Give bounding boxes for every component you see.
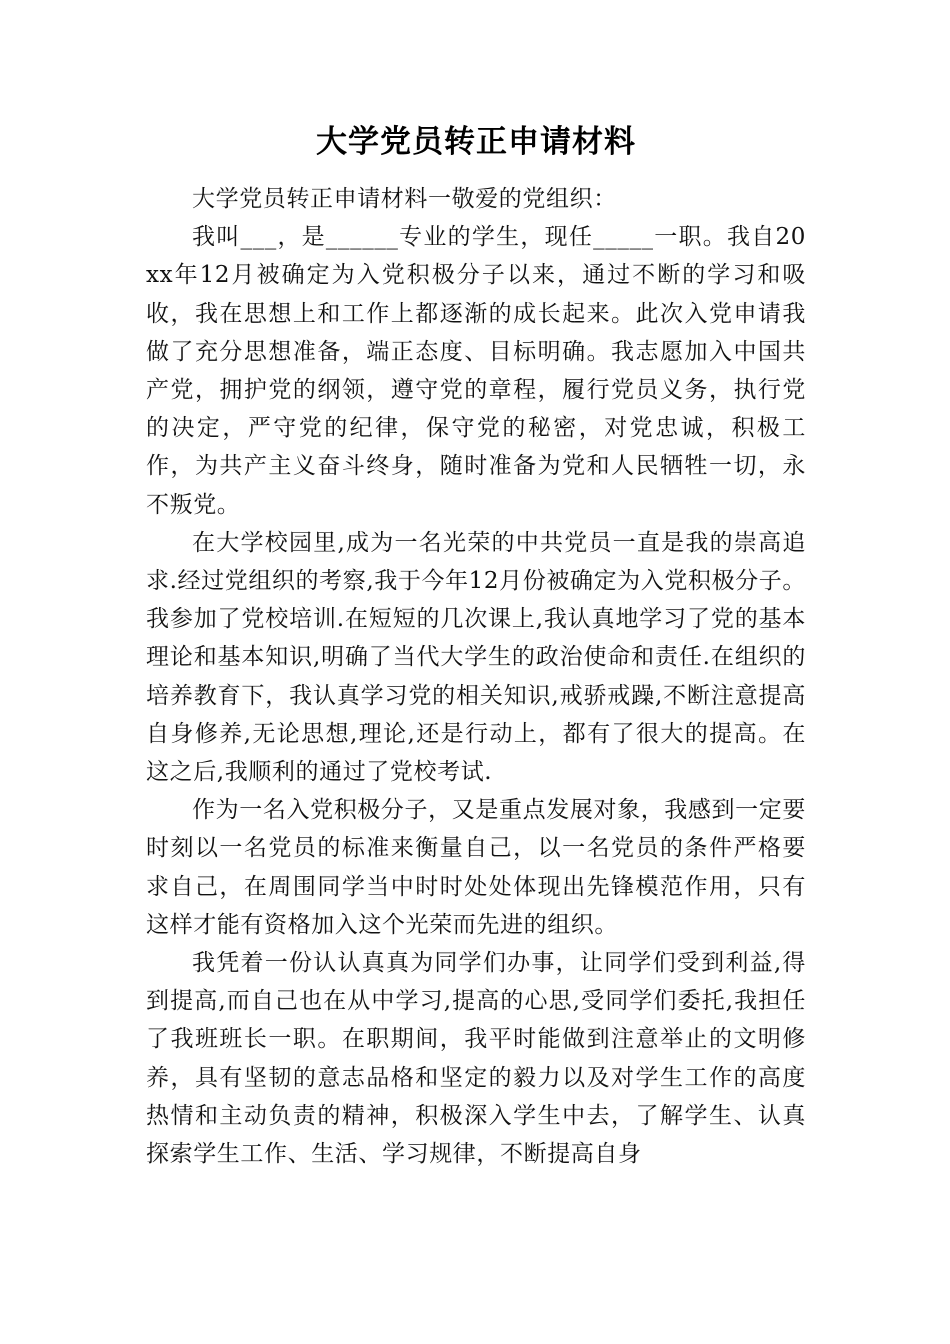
paragraph-campus: 在大学校园里,成为一名光荣的中共党员一直是我的崇高追求.经过党组织的考察,我于今年12月份被确定为入党积极分子。我参加了党校培训.在短短的几次课上,我认真地学习了党的基本理论和基本知识,明确了当代大学生的政治使命和责任.在组织的培养教育下，我认真学习党的相关知识,戒骄戒躁,不断注意提高自身修养,无论思想,理论,还是行动上，都有了很大的提高。在这之后,我顺利的通过了党校考试.: [146, 529, 806, 786]
paragraph-activist: 作为一名入党积极分子，又是重点发展对象，我感到一定要时刻以一名党员的标准来衡量自己，以一名党员的条件严格要求自己，在周围同学当中时时处处体现出先锋模范作用，只有这样才能有资格加入这个光荣而先进的组织。: [146, 797, 806, 938]
document-page: [146, 118, 806, 1173]
paragraph-monitor: 我凭着一份认认真真为同学们办事，让同学们受到利益,得到提高,而自己也在从中学习,提高的心思,受同学们委托,我担任了我班班长一职。在职期间，我平时能做到注意举止的文明修养，具有坚韧的意志品格和坚定的毅力以及对学生工作的高度热情和主动负责的精神，积极深入学生中去，了解学生、认真探索学生工作、生活、学习规律，不断提高自身: [146, 950, 806, 1168]
paragraph-introduction: 我叫___，是______专业的学生，现任_____一职。我自20xx年12月被确定为入党积极分子以来，通过不断的学习和吸收，我在思想上和工作上都逐渐的成长起来。此次入党申请我做了充分思想准备，端正态度、目标明确。我志愿加入中国共产党，拥护党的纲领，遵守党的章程，履行党员义务，执行党的决定，严守党的纪律，保守党的秘密，对党忠诚，积极工作，为共产主义奋斗终身，随时准备为党和人民牺牲一切，永不叛党。: [146, 224, 806, 518]
paragraph-salutation: 大学党员转正申请材料一敬爱的党组织：: [192, 186, 617, 212]
document-title: 大学党员转正申请材料: [316, 124, 636, 160]
